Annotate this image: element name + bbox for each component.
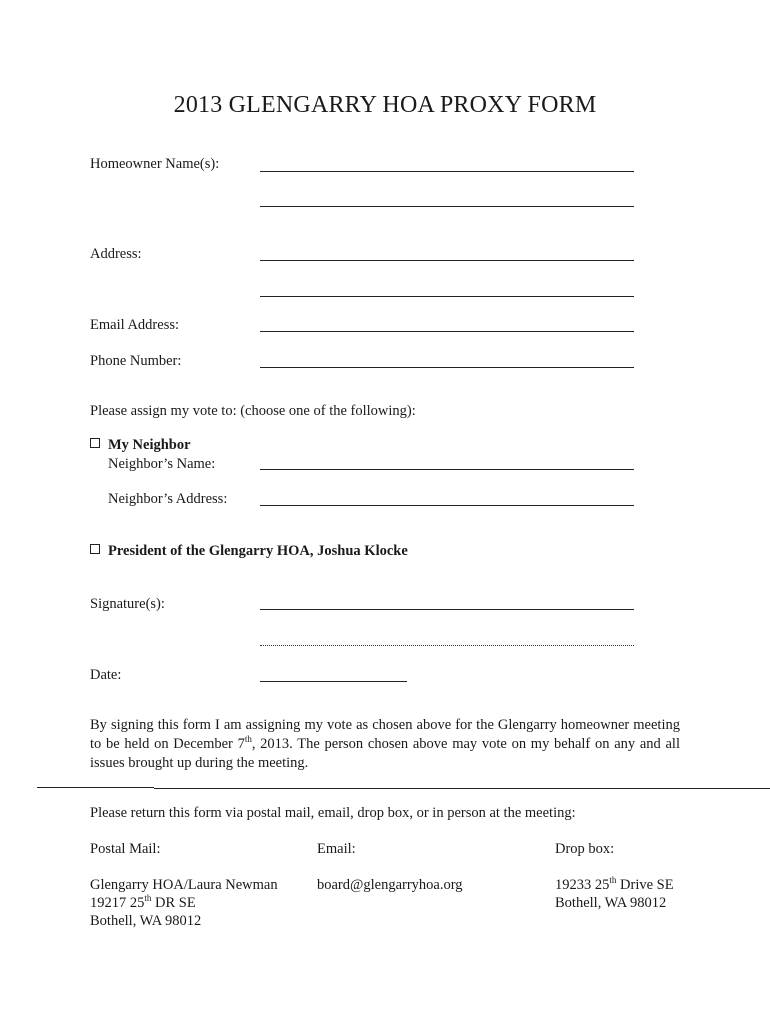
dropbox-street-number: 19233 25 — [555, 877, 610, 893]
option-neighbor-label: My Neighbor — [108, 437, 191, 453]
postal-line-2 — [90, 894, 278, 912]
dropbox-street-sup: th — [609, 875, 617, 885]
paragraph-sup: th — [244, 734, 252, 744]
dropbox-line-2: Bothell, WA 98012 — [555, 895, 667, 911]
postal-street-rest: DR SE — [151, 895, 196, 911]
paragraph-text-1: By signing this form I am assigning my vote as chosen above for the Glengarry homeowner meeting to be held on December 7 — [90, 717, 680, 752]
paragraph-text-2: , 2013. The person chosen above may vote on my behalf on any and all issues brought up during the meeting. — [90, 736, 680, 771]
separator-right — [154, 788, 770, 789]
neighbor-checkbox[interactable] — [90, 438, 100, 448]
email-address[interactable]: board@glengarryhoa.org — [317, 877, 463, 893]
email-heading: Email: — [317, 841, 356, 857]
email-label: Email Address: — [90, 317, 180, 333]
dropbox-heading: Drop box: — [555, 841, 615, 857]
neighbor-address-label: Neighbor’s Address: — [108, 491, 228, 507]
postal-line-1: Glengarry HOA/Laura Newman — [90, 877, 278, 893]
postal-street-sup: th — [144, 893, 152, 903]
page-title: 2013 GLENGARRY HOA PROXY FORM — [173, 92, 597, 118]
dropbox-line-1 — [555, 876, 674, 894]
separator-left — [37, 787, 154, 788]
address-line-2[interactable] — [260, 296, 634, 297]
assign-prompt: Please assign my vote to: (choose one of the following): — [90, 403, 416, 419]
dropbox-address — [555, 876, 674, 912]
signature-line-1[interactable] — [260, 609, 634, 610]
homeowner-name-line-2[interactable] — [260, 206, 634, 207]
postal-street-number: 19217 25 — [90, 895, 145, 911]
neighbor-address-line[interactable] — [260, 505, 634, 506]
email-line[interactable] — [260, 331, 634, 332]
option-president[interactable] — [90, 543, 408, 560]
signature-label: Signature(s): — [90, 596, 165, 612]
neighbor-name-label: Neighbor’s Name: — [108, 456, 216, 472]
homeowner-name-line-1[interactable] — [260, 171, 634, 172]
return-instructions: Please return this form via postal mail, email, drop box, or in person at the meeting: — [90, 805, 576, 821]
date-label: Date: — [90, 667, 122, 683]
homeowner-label: Homeowner Name(s): — [90, 156, 220, 172]
dropbox-street-rest: Drive SE — [616, 877, 674, 893]
postal-line-3: Bothell, WA 98012 — [90, 913, 202, 929]
address-line-1[interactable] — [260, 260, 634, 261]
president-checkbox[interactable] — [90, 544, 100, 554]
phone-label: Phone Number: — [90, 353, 182, 369]
phone-line[interactable] — [260, 367, 634, 368]
consent-paragraph — [90, 716, 680, 773]
signature-line-2[interactable] — [260, 645, 634, 646]
neighbor-name-line[interactable] — [260, 469, 634, 470]
postal-address — [90, 876, 278, 930]
date-line[interactable] — [260, 681, 407, 682]
postal-heading: Postal Mail: — [90, 841, 161, 857]
option-neighbor[interactable] — [90, 437, 191, 454]
option-president-label: President of the Glengarry HOA, Joshua Klocke — [108, 543, 408, 559]
address-label: Address: — [90, 246, 142, 262]
